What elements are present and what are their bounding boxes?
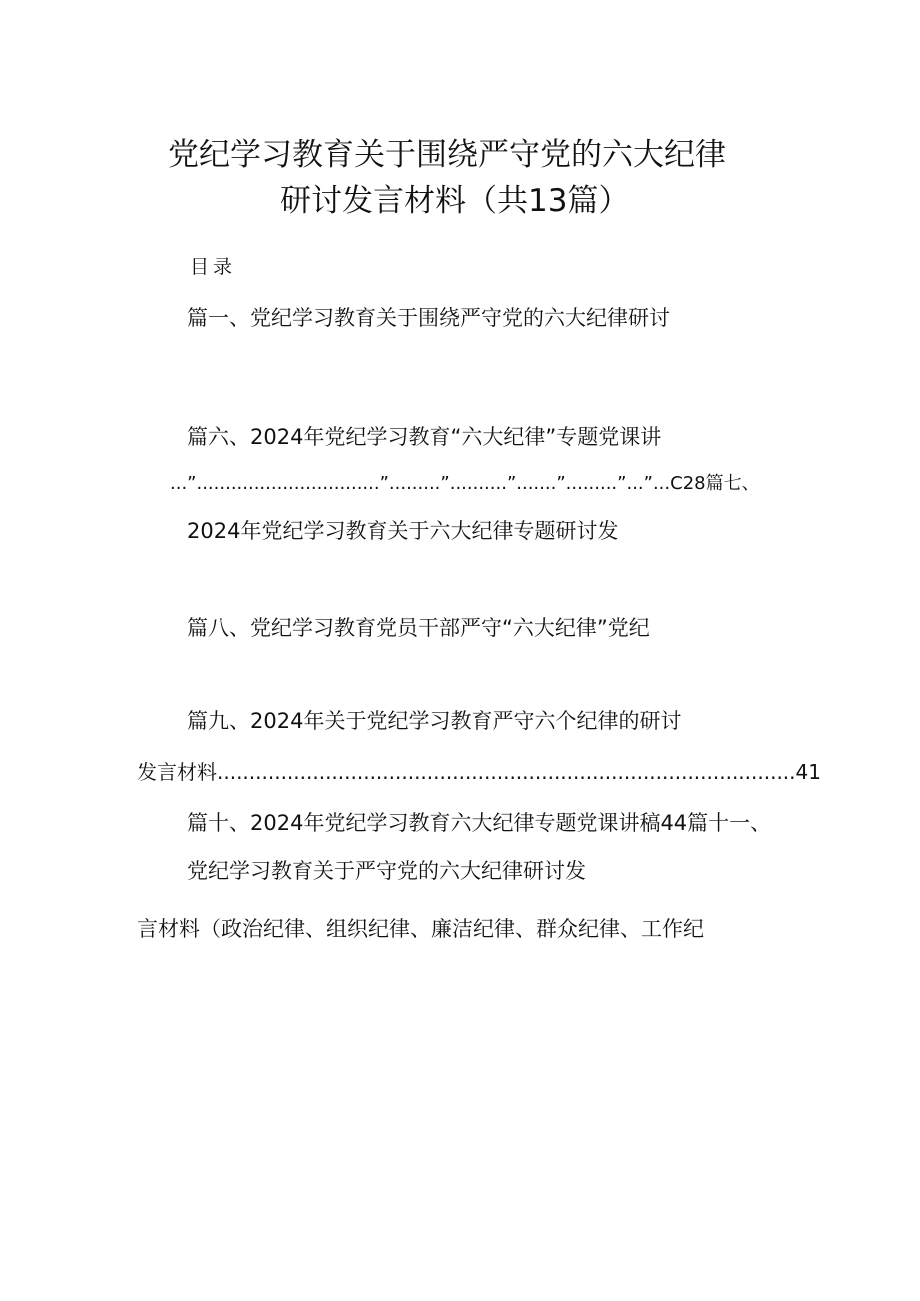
toc-entry-6[interactable]: 篇六、2024年党纪学习教育“六大纪律”专题党课讲: [187, 425, 662, 449]
toc-entry-1[interactable]: 篇一、党纪学习教育关于围绕严守党的六大纪律研讨: [187, 306, 670, 330]
document-title-line-1: 党纪学习教育关于围绕严守党的六大纪律: [168, 137, 726, 173]
toc-entry-7[interactable]: 2024年党纪学习教育关于六大纪律专题研讨发: [187, 519, 619, 543]
toc-heading: 目录: [190, 256, 237, 278]
toc-entry-9[interactable]: 篇九、2024年关于党纪学习教育严守六个纪律的研讨: [187, 709, 682, 733]
toc-entry-11[interactable]: 党纪学习教育关于严守党的六大纪律研讨发: [187, 859, 586, 883]
document-title-line-2: 研讨发言材料（共13篇）: [280, 183, 630, 219]
toc-entry-6-leader: ...”................................”.........”..........”.......”.........”...”...C28篇七、: [170, 473, 760, 494]
toc-entry-10[interactable]: 篇十、2024年党纪学习教育六大纪律专题党课讲稿44篇十一、: [187, 811, 772, 835]
toc-entry-8[interactable]: 篇八、党纪学习教育党员干部严守“六大纪律”党纪: [187, 616, 650, 640]
toc-entry-11-cont: 言材料（政治纪律、组织纪律、廉洁纪律、群众纪律、工作纪: [137, 917, 704, 941]
toc-entry-9-cont: 发言材料...........................................................................................41: [137, 760, 821, 784]
